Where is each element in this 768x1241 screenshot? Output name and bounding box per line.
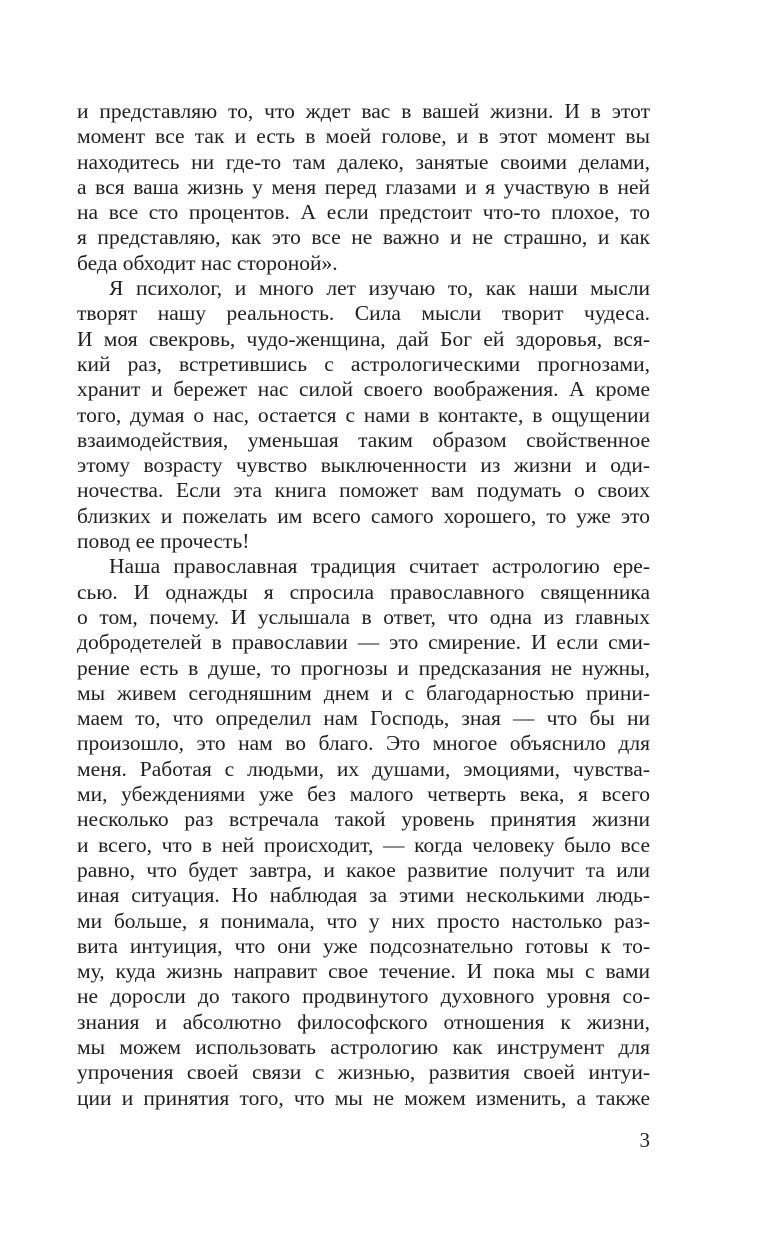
- text-line: рение есть в душе, то прогнозы и предсказания не нужны,: [77, 655, 650, 680]
- text-line: близких и пожелать им всего самого хорошего, то уже это: [77, 503, 650, 528]
- body-text: [77, 99, 650, 1111]
- text-line: мы можем использовать астрологию как инструмент для: [77, 1034, 650, 1059]
- text-line: Наша православная традиция считает астрологию ере-: [109, 554, 650, 579]
- text-line: того, думая о нас, остается с нами в контакте, в ощущении: [77, 402, 650, 427]
- text-line: знания и абсолютно философского отношения к жизни,: [77, 1009, 650, 1034]
- paragraph-1: [77, 99, 650, 276]
- text-line: творят нашу реальность. Сила мысли творит чудеса.: [77, 301, 650, 326]
- text-line: не доросли до такого продвинутого духовного уровня со-: [77, 984, 650, 1009]
- text-line: повод ее прочесть!: [77, 529, 250, 554]
- text-line: этому возрасту чувство выключенности из жизни и оди-: [77, 453, 650, 478]
- text-line: равно, что будет завтра, и какое развитие получит та или: [77, 857, 650, 882]
- text-line: ночества. Если эта книга поможет вам подумать о своих: [77, 478, 650, 503]
- text-line: И моя свекровь, чудо-женщина, дай Бог ей здоровья, вся-: [77, 326, 650, 351]
- text-line: маем то, что определил нам Господь, зная — что бы ни: [77, 706, 650, 731]
- paragraph-2: [77, 276, 650, 554]
- text-line: произошло, это нам во благо. Это многое объяснило для: [77, 731, 650, 756]
- text-line: взаимодействия, уменьшая таким образом свойственное: [77, 427, 650, 452]
- text-line: беда обходит нас стороной».: [77, 250, 338, 275]
- text-line: добродетелей в православии — это смирение. И если сми-: [77, 630, 650, 655]
- text-line: момент все так и есть в моей голове, и в этот момент вы: [77, 124, 650, 149]
- text-line: находитесь ни где-то там далеко, занятые своими делами,: [77, 149, 650, 174]
- text-line: упрочения своей связи с жизнью, развития своей интуи-: [77, 1060, 650, 1085]
- text-line: хранит и бережет нас силой своего воображения. А кроме: [77, 377, 650, 402]
- text-line: несколько раз встречала такой уровень принятия жизни: [77, 807, 650, 832]
- text-line: я представляю, как это все не важно и не страшно, и как: [77, 225, 650, 250]
- text-line: о том, почему. И услышала в ответ, что одна из главных: [77, 604, 650, 629]
- text-line: Я психолог, и много лет изучаю то, как наши мысли: [109, 276, 650, 301]
- page-number: 3: [639, 1128, 650, 1152]
- text-line: и всего, что в ней происходит, — когда человеку было все: [77, 832, 650, 857]
- text-line: иная ситуация. Но наблюдая за этими несколькими людь-: [77, 883, 650, 908]
- text-line: кий раз, встретившись с астрологическими прогнозами,: [77, 351, 650, 376]
- text-line: меня. Работая с людьми, их душами, эмоциями, чувства-: [77, 756, 650, 781]
- text-line: сью. И однажды я спросила православного священника: [77, 579, 650, 604]
- text-line: ми, убеждениями уже без малого четверть века, я всего: [77, 782, 650, 807]
- text-line: на все сто процентов. А если предстоит что-то плохое, то: [77, 200, 650, 225]
- text-line: ции и принятия того, что мы не можем изменить, а также: [77, 1085, 650, 1110]
- text-line: а вся ваша жизнь у меня перед глазами и я участвую в ней: [77, 174, 650, 199]
- text-line: вита интуиция, что они уже подсознательно готовы к то-: [77, 933, 650, 958]
- paragraph-3: [77, 554, 650, 1111]
- text-line: му, куда жизнь направит свое течение. И пока мы с вами: [77, 959, 650, 984]
- text-line: мы живем сегодняшним днем и с благодарностью прини-: [77, 680, 650, 705]
- text-line: и представляю то, что ждет вас в вашей жизни. И в этот: [77, 99, 650, 123]
- text-line: ми больше, я понимала, что у них просто настолько раз-: [77, 908, 650, 933]
